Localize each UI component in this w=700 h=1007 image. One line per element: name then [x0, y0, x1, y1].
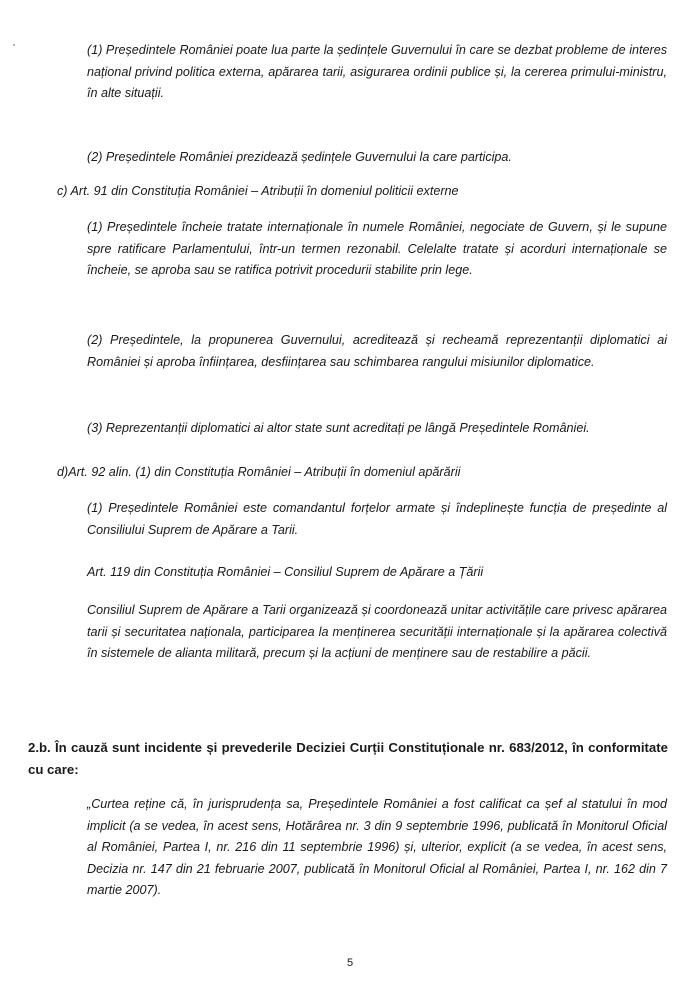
quote-constitutional-court: „Curtea reține că, în jurisprudența sa, Președintele României a fost calificat ca șef al statului în mod implicit (a se vedea, în acest sens, Hotărârea nr. 3 din 9 septembrie 1996, publicată în Monitorul Oficial al României, Partea I, nr. 216 din 11 septembrie 1996) și, ulterior, explicit (a se vedea, în acest sens, Decizia nr. 147 din 21 februarie 2007, publicată în Monitorul Oficial al României, Partea I, nr. 162 din 7 martie 2007). [87, 797, 667, 897]
section-c-heading: c) Art. 91 din Constituția României – Atribuții în domeniul politicii externe [57, 184, 459, 198]
paragraph-president-presides: (2) Președintele României prezidează ședințele Guvernului la care participa. [87, 150, 512, 164]
section-2b-heading: 2.b. În cauză sunt incidente și prevederile Deciziei Curții Constituționale nr. 683/2012, în conformitate cu care: [28, 740, 668, 777]
paragraph-foreign-diplomats: (3) Reprezentanții diplomatici ai altor state sunt acreditați pe lângă Președintele României. [87, 421, 590, 435]
paragraph-art-119-heading: Art. 119 din Constituția României – Consiliul Suprem de Apărare a Țării [87, 565, 484, 579]
scan-speck [13, 44, 15, 46]
paragraph-commander-armed-forces: (1) Președintele României este comandantul forțelor armate și îndeplinește funcția de președinte al Consiliului Suprem de Apărare a Tarii. [87, 501, 667, 537]
paragraph-diplomatic-representatives: (2) Președintele, la propunerea Guvernului, acreditează și recheamă reprezentanții diplomatici ai României și aproba înființarea, desființarea sau schimbarea rangului misiunilor diplomatice. [87, 333, 667, 369]
page-number: 5 [346, 957, 354, 969]
paragraph-treaties: (1) Președintele încheie tratate internaționale în numele României, negociate de Guvern, și le supune spre ratificare Parlamentului, într-un termen rezonabil. Celelalte tratate și acorduri internaționale se încheie, se aproba sau se ratifica potrivit procedurii stabilite prin lege. [87, 220, 667, 277]
section-d-heading: d)Art. 92 alin. (1) din Constituția României – Atribuții în domeniul apărării [57, 465, 461, 479]
paragraph-president-government-meetings: (1) Președintele României poate lua parte la ședințele Guvernului în care se dezbat probleme de interes național privind politica externa, apărarea tarii, asigurarea ordinii publice și, la cererea primului-ministru, în alte situații. [87, 43, 667, 100]
paragraph-supreme-defense-council: Consiliul Suprem de Apărare a Tarii organizează și coordonează unitar activitățile care privesc apărarea tarii și securitatea naționala, participarea la menținerea securității internaționale și la apărarea colectivă în sistemele de alianta militară, precum și la acțiuni de menținere sau de restabilire a păcii. [87, 603, 667, 660]
